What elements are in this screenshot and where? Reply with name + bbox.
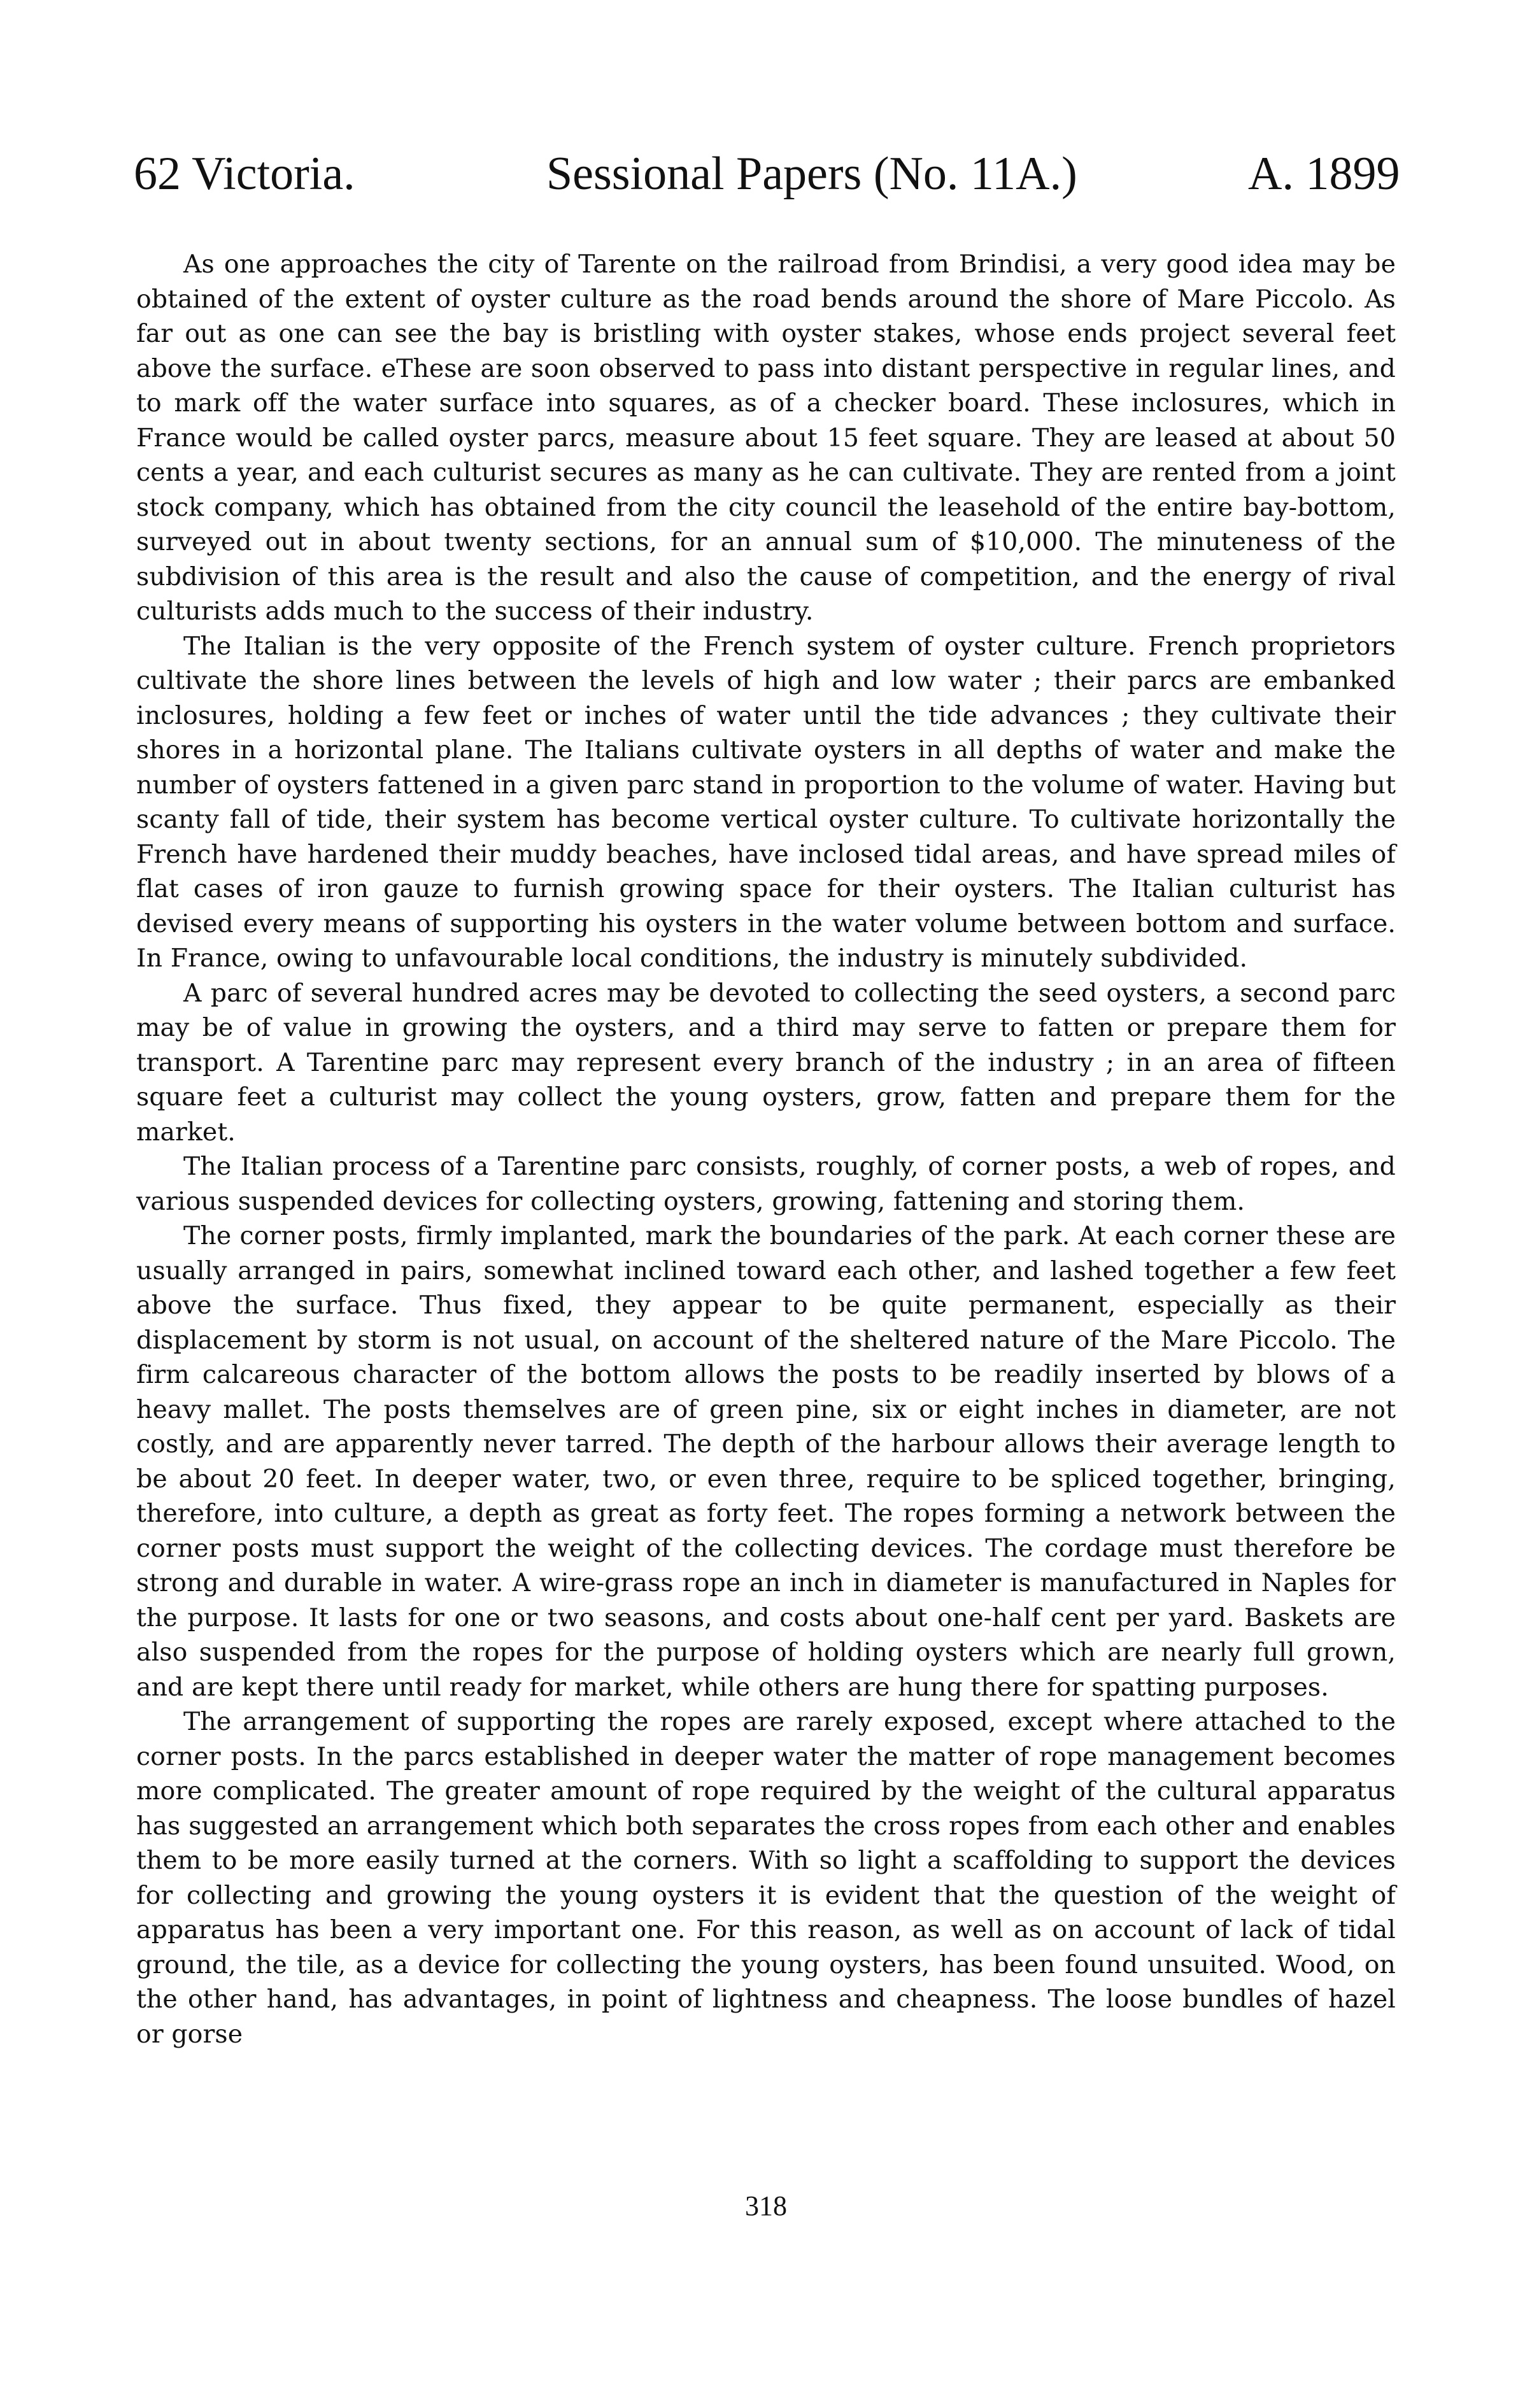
header-date: A. 1899 [1248,148,1400,200]
paragraph-corner-posts: The corner posts, firmly implanted, mark the boundaries of the park. At each corner these are usually arranged in pairs, somewhat inclined toward each other, and lashed together a few feet above the surface. Thus fixed, they appear to be quite permanent, especially as their displacement by storm is not usual, on account of the sheltered nature of the Mare Piccolo. The firm calcareous character of the bottom allows the posts to be readily inserted by blows of a heavy mallet. The posts themselves are of green pine, six or eight inches in diameter, are not costly, and are apparently never tarred. The depth of the harbour allows their average length to be about 20 feet. In deeper water, two, or even three, require to be spliced together, bringing, therefore, into culture, a depth as great as forty feet. The ropes forming a network between the corner posts must support the weight of the collecting devices. The cordage must therefore be strong and durable in water. A wire-grass rope an inch in diameter is manufactured in Naples for the purpose. It lasts for one or two seasons, and costs about one-half cent per yard. Baskets are also suspended from the ropes for the purpose of holding oysters which are nearly full grown, and are kept there until ready for market, while others are hung there for spatting purposes. [136,1221,1396,1702]
paragraph-rope-arrangement: The arrangement of supporting the ropes are rarely exposed, except where attached to the corner posts. In the parcs established in deeper water the matter of rope management becomes more complicated. The greater amount of rope required by the weight of the cultural apparatus has suggested an arrangement which both separates the cross ropes from each other and enables them to be more easily turned at the corners. With so light a scaffolding to support the devices for collecting and growing the young oysters it is evident that the question of the weight of apparatus has been a very important one. For this reason, as well as on account of lack of tidal ground, the tile, as a device for collecting the young oysters, has been found unsuited. Wood, on the other hand, has advantages, in point of lightness and cheapness. The loose bundles of hazel or gorse [136,1707,1396,2049]
paragraph-italian-vs-french: The Italian is the very opposite of the French system of oyster culture. French proprietors cultivate the shore lines between the levels of high and low water ; their parcs are embanked inclosures, holding a few feet or inches of water until the tide advances ; they cultivate their shores in a horizontal plane. The Italians cultivate oysters in all depths of water and make the number of oysters fattened in a given parc stand in proportion to the volume of water. Having but scanty fall of tide, their system has become vertical oyster culture. To cultivate horizontally the French have hardened their muddy beaches, have inclosed tidal areas, and have spread miles of flat cases of iron gauze to furnish growing space for their oysters. The Italian culturist has devised every means of supporting his oysters in the water volume between bottom and surface. In France, owing to unfavourable local conditions, the industry is minutely subdivided. [136,631,1396,973]
header-publication-title: Sessional Papers (No. 11A.) [546,148,1077,200]
paragraph-tarentine-process: The Italian process of a Tarentine parc consists, roughly, of corner posts, a web of ropes, and various suspended devices for collecting oysters, growing, fattening and storing them. [136,1152,1396,1216]
running-header [0,145,1532,202]
page-number: 318 [745,2190,787,2221]
header-year-volume: 62 Victoria. [134,148,355,200]
body-text [136,247,1396,2051]
paragraph-parc-uses: A parc of several hundred acres may be devoted to collecting the seed oysters, a second parc may be of value in growing the oysters, and a third may serve to fatten or prepare them for transport. A Tarentine parc may represent every branch of the industry ; in an area of fifteen square feet a culturist may collect the young oysters, grow, fatten and prepare them for the market. [136,978,1396,1147]
paragraph-tarente-approach: As one approaches the city of Tarente on the railroad from Brindisi, a very good idea may be obtained of the extent of oyster culture as the road bends around the shore of Mare Piccolo. As far out as one can see the bay is bristling with oyster stakes, whose ends project several feet above the surface. eThese are soon observed to pass into distant perspective in regular lines, and to mark off the water surface into squares, as of a checker board. These inclosures, which in France would be called oyster parcs, measure about 15 feet square. They are leased at about 50 cents a year, and each culturist secures as many as he can cultivate. They are rented from a joint stock company, which has obtained from the city council the leasehold of the entire bay-bottom, surveyed out in about twenty sections, for an annual sum of $10,000. The minuteness of the subdivision of this area is the result and also the cause of competition, and the energy of rival culturists adds much to the success of their industry. [136,250,1396,626]
